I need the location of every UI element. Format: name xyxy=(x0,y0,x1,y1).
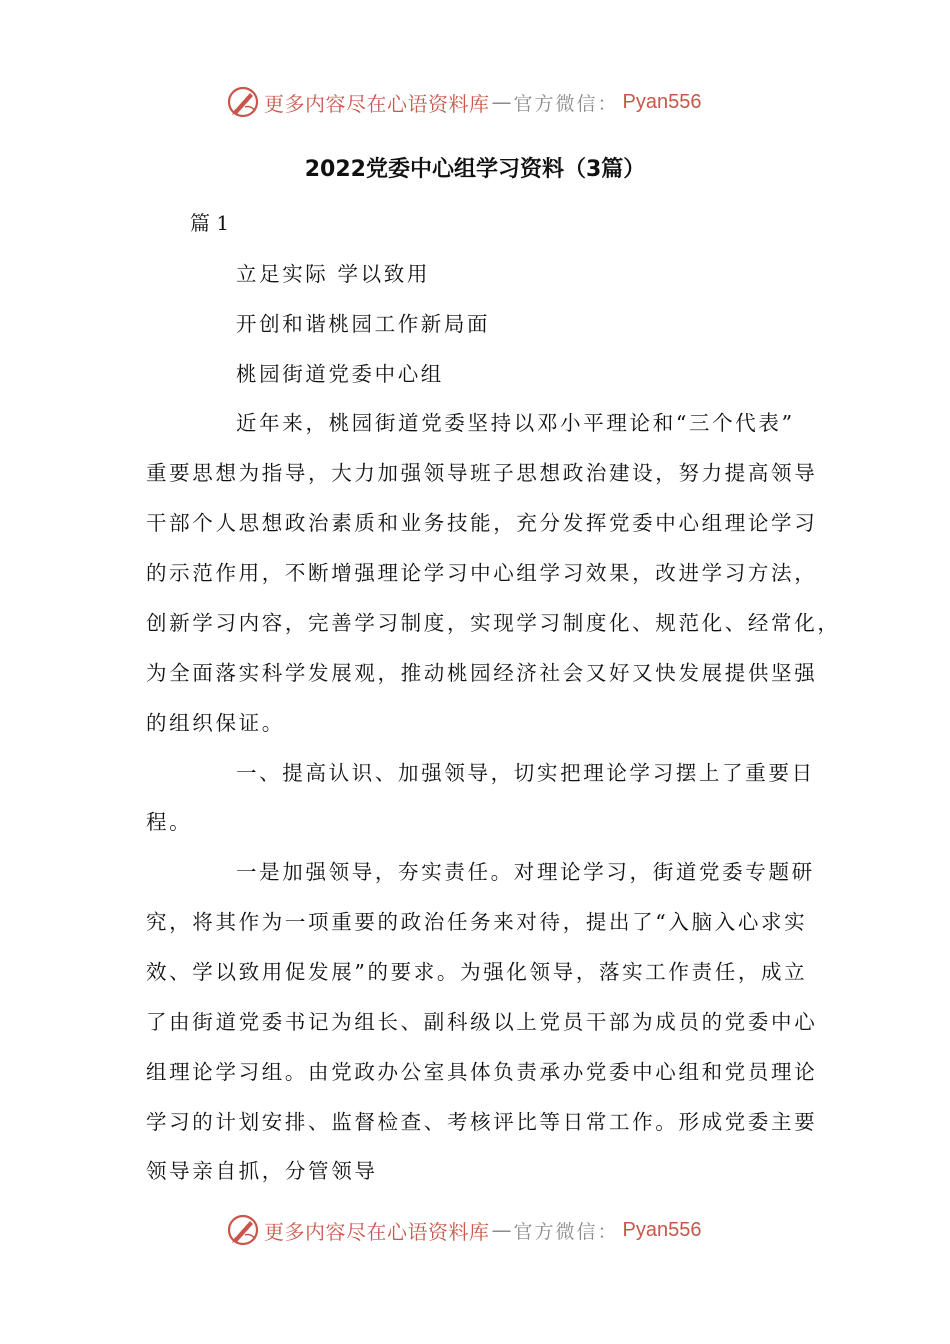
body-line: 组理论学习组。由党政办公室具体负责承办党委中心组和党员理论 xyxy=(146,1060,818,1084)
footer-banner xyxy=(226,1210,726,1250)
footer-slogan: 更多内容尽在心语资料库 xyxy=(264,1219,490,1244)
header-wechat-id: Pyan556 xyxy=(622,90,702,113)
body-line: 领导亲自抓，分管领导 xyxy=(146,1159,378,1183)
document-title: 2022党委中心组学习资料（3篇） xyxy=(304,157,646,182)
body-line: 的示范作用，不断增强理论学习中心组学习效果，改进学习方法， xyxy=(146,561,818,585)
body-line: 学习的计划安排、监督检查、考核评比等日常工作。形成党委主要 xyxy=(146,1110,818,1134)
piece-label: 篇 1 xyxy=(190,211,230,235)
body-line: 一是加强领导，夯实责任。对理论学习，街道党委专题研 xyxy=(236,860,815,884)
body-line: 重要思想为指导，大力加强领导班子思想政治建设，努力提高领导 xyxy=(146,461,818,485)
body-line: 创新学习内容，完善学习制度，实现学习制度化、规范化、经常化， xyxy=(146,611,841,635)
body-line: 了由街道党委书记为组长、副科级以上党员干部为成员的党委中心 xyxy=(146,1010,818,1034)
footer-official-label: 官方微信： xyxy=(513,1220,619,1243)
header-slogan: 更多内容尽在心语资料库 xyxy=(264,91,490,116)
section-heading: 一、提高认识、加强领导，切实把理论学习摆上了重要日 xyxy=(236,761,815,785)
header-banner xyxy=(226,82,726,122)
body-line: 效、学以致用促发展”的要求。为强化领导，落实工作责任，成立 xyxy=(146,960,808,984)
subtitle-line: 桃园街道党委中心组 xyxy=(236,362,444,386)
subtitle-line: 开创和谐桃园工作新局面 xyxy=(236,312,491,336)
header-dash: — xyxy=(491,90,512,114)
footer-dash: — xyxy=(491,1218,512,1242)
body-line: 为全面落实科学发展观，推动桃园经济社会又好又快发展提供坚强 xyxy=(146,661,818,685)
footer-wechat-id: Pyan556 xyxy=(622,1218,702,1241)
body-line: 究，将其作为一项重要的政治任务来对待，提出了“入脑入心求实 xyxy=(146,910,808,934)
header-official-label: 官方微信： xyxy=(513,92,619,115)
body-line: 的组织保证。 xyxy=(146,711,285,735)
body-line: 程。 xyxy=(146,810,193,834)
pen-logo-icon xyxy=(226,1213,260,1247)
subtitle-line: 立足实际 学以致用 xyxy=(236,262,430,286)
pen-logo-icon xyxy=(226,85,260,119)
body-line: 近年来，桃园街道党委坚持以邓小平理论和“三个代表” xyxy=(236,411,795,435)
body-line: 干部个人思想政治素质和业务技能，充分发挥党委中心组理论学习 xyxy=(146,511,818,535)
